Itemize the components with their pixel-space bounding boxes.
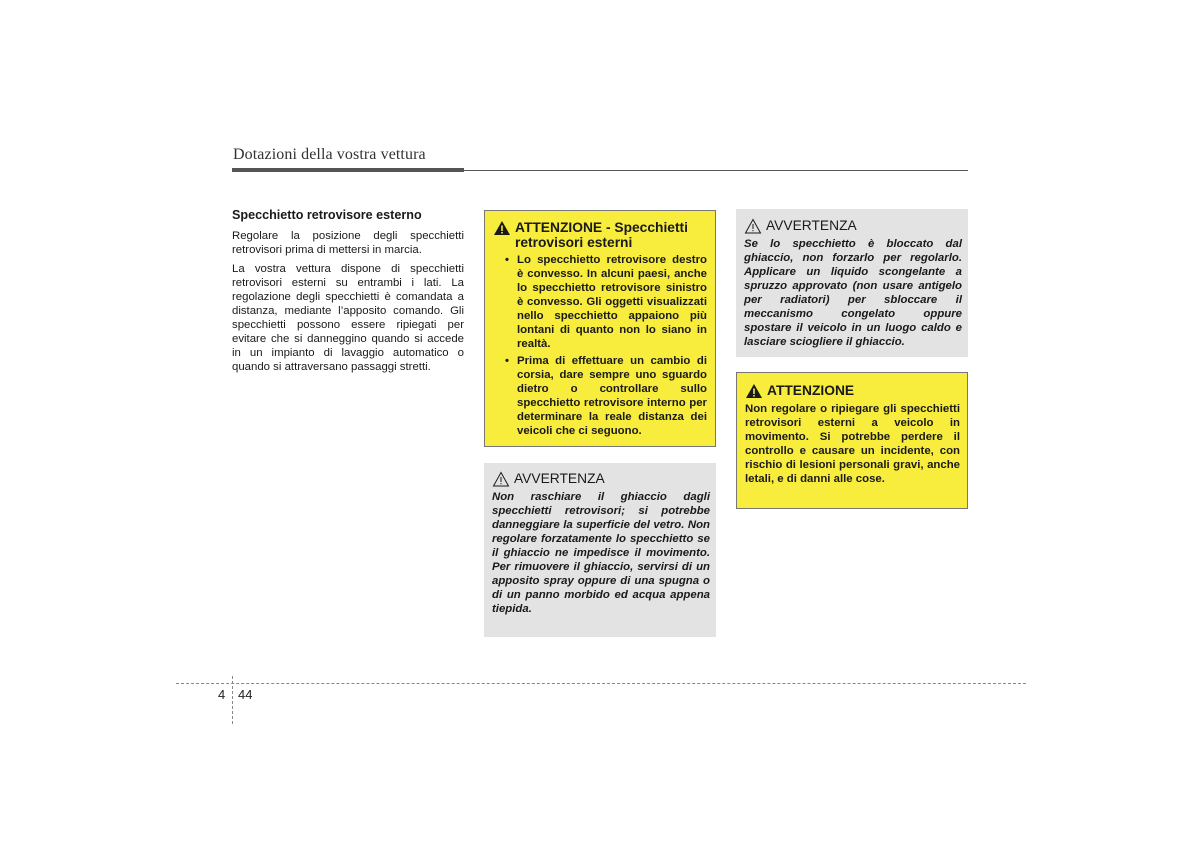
left-column bbox=[232, 208, 464, 379]
attenzione-movimento-box bbox=[736, 372, 968, 509]
section-heading: Specchietto retrovisore esterno bbox=[232, 208, 422, 222]
chapter-number: 4 bbox=[218, 687, 226, 702]
paragraph: La vostra vettura dispone di specchietti retrovisori esterni su entrambi i lati. La regolazione degli specchietti è comandata a distanza, mediante l’apposito comando. Gli specchietti possono essere ripiegati per evitare che si danneggino quando si accede in un impianto di lavaggio automatico o quando si attraversano passaggi stretti. bbox=[232, 263, 464, 373]
avvertenza-bloccato-box bbox=[736, 209, 968, 357]
box-text: Non regolare o ripiegare gli specchietti retrovisori esterni a veicolo in movimento. Si potrebbe perdere il controllo e causare un incidente, con rischio di lesioni personali gravi, anche letali, e di danni alle cose. bbox=[745, 403, 960, 485]
box-header bbox=[744, 218, 962, 234]
warning-triangle-icon bbox=[745, 383, 763, 399]
bullet-list bbox=[505, 253, 707, 438]
footer-divider bbox=[176, 683, 1026, 684]
page-number: 44 bbox=[238, 687, 253, 702]
warning-triangle-icon bbox=[493, 220, 511, 236]
box-header bbox=[492, 471, 710, 487]
box-text: Non raschiare il ghiaccio dagli specchietti retrovisori; si potrebbe danneggiare la superficie del vetro. Non regolare forzatamente lo specchietto se il ghiaccio ne impedisce il movimento. Per rimuovere il ghiaccio, servirsi di un apposito spray oppure di una spugna o di un panno morbido ed acqua appena tiepida. bbox=[492, 491, 710, 615]
page-header-title: Dotazioni della vostra vettura bbox=[233, 146, 426, 163]
box-header bbox=[493, 220, 707, 250]
footer-vertical-divider bbox=[232, 676, 233, 724]
box-title: AVVERTENZA bbox=[514, 471, 605, 486]
box-text: Se lo specchietto è bloccato dal ghiaccio, non forzarlo per regolarlo. Applicare un liquido scongelante a spruzzo approvato (non usare antigelo per radiatori) per sbloccare il meccanismo congelato oppure spostare il veicolo in un luogo caldo e lasciare sciogliere il ghiaccio. bbox=[744, 238, 962, 348]
box-title: ATTENZIONE - Specchietti retrovisori esterni bbox=[515, 220, 688, 250]
box-header bbox=[745, 383, 960, 399]
box-title: AVVERTENZA bbox=[766, 218, 857, 233]
list-item: • Prima di effettuare un cambio di corsia, dare sempre uno sguardo dietro o controllare sullo specchietto retrovisore interno per determinare la reale distanza dei veicoli che ci seguono. bbox=[505, 354, 707, 438]
header-accent-bar bbox=[232, 168, 464, 172]
avvertenza-ghiaccio-box bbox=[484, 463, 716, 637]
paragraph: Regolare la posizione degli specchietti retrovisori prima di mettersi in marcia. bbox=[232, 230, 464, 256]
list-item: • Lo specchietto retrovisore destro è convesso. In alcuni paesi, anche lo specchietto retrovisore sinistro è convesso. Gli oggetti visualizzati nello specchietto appaiono più lontani di quanto non lo siano in realtà. bbox=[505, 253, 707, 351]
caution-triangle-icon bbox=[492, 471, 510, 487]
caution-triangle-icon bbox=[744, 218, 762, 234]
box-title: ATTENZIONE bbox=[767, 383, 855, 398]
attenzione-specchietti-box bbox=[484, 210, 716, 447]
